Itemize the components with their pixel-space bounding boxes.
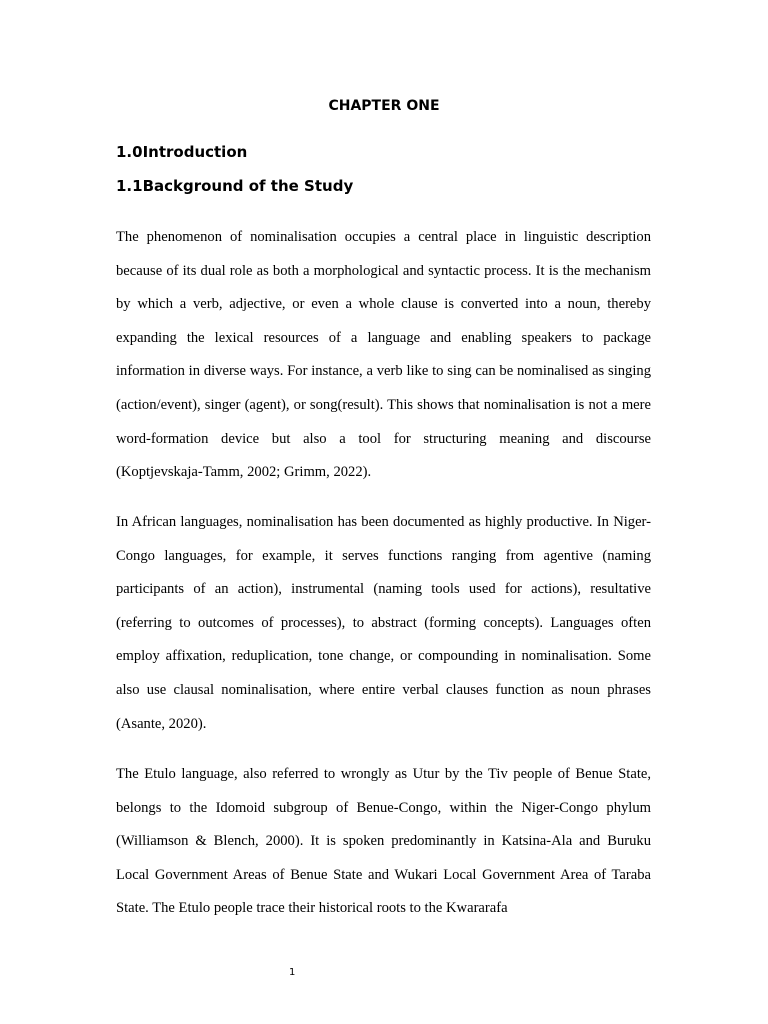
body-paragraph: The Etulo language, also referred to wrongly as Utur by the Tiv people of Benue State, belongs to the Idomoid subgroup of Benue-Congo, within the Niger-Congo phylum (Williamson & Blench, 2000). It is spoken predominantly in Katsina-Ala and Buruku Local Government Areas of Benue State and Wukari Local Government Area of Taraba State. The Etulo people trace their historical roots to the Kwararafa [116,766,651,917]
chapter-title: CHAPTER ONE [328,98,440,114]
body-paragraph: In African languages, nominalisation has been documented as highly productive. In Niger-Congo languages, for example, it serves functions ranging from agentive (naming participants of an action), instrumental (naming tools used for actions), resultative (referring to outcomes of processes), to abstract (forming concepts). Languages often employ affixation, reduplication, tone change, or compounding in nominalisation. Some also use clausal nominalisation, where entire verbal clauses function as noun phrases (Asante, 2020). [116,514,651,732]
body-paragraph: The phenomenon of nominalisation occupies a central place in linguistic description because of its dual role as both a morphological and syntactic process. It is the mechanism by which a verb, adjective, or even a whole clause is converted into a noun, thereby expanding the lexical resources of a language and enabling speakers to package information in diverse ways. For instance, a verb like to sing can be nominalised as singing (action/event), singer (agent), or song(result). This shows that nominalisation is not a mere word-formation device but also a tool for structuring meaning and discourse (Koptjevskaja-Tamm, 2002; Grimm, 2022). [116,229,651,481]
section-heading-background: 1.1Background of the Study [116,177,354,195]
section-heading-introduction: 1.0Introduction [116,143,248,161]
page-number: 1 [289,967,296,978]
